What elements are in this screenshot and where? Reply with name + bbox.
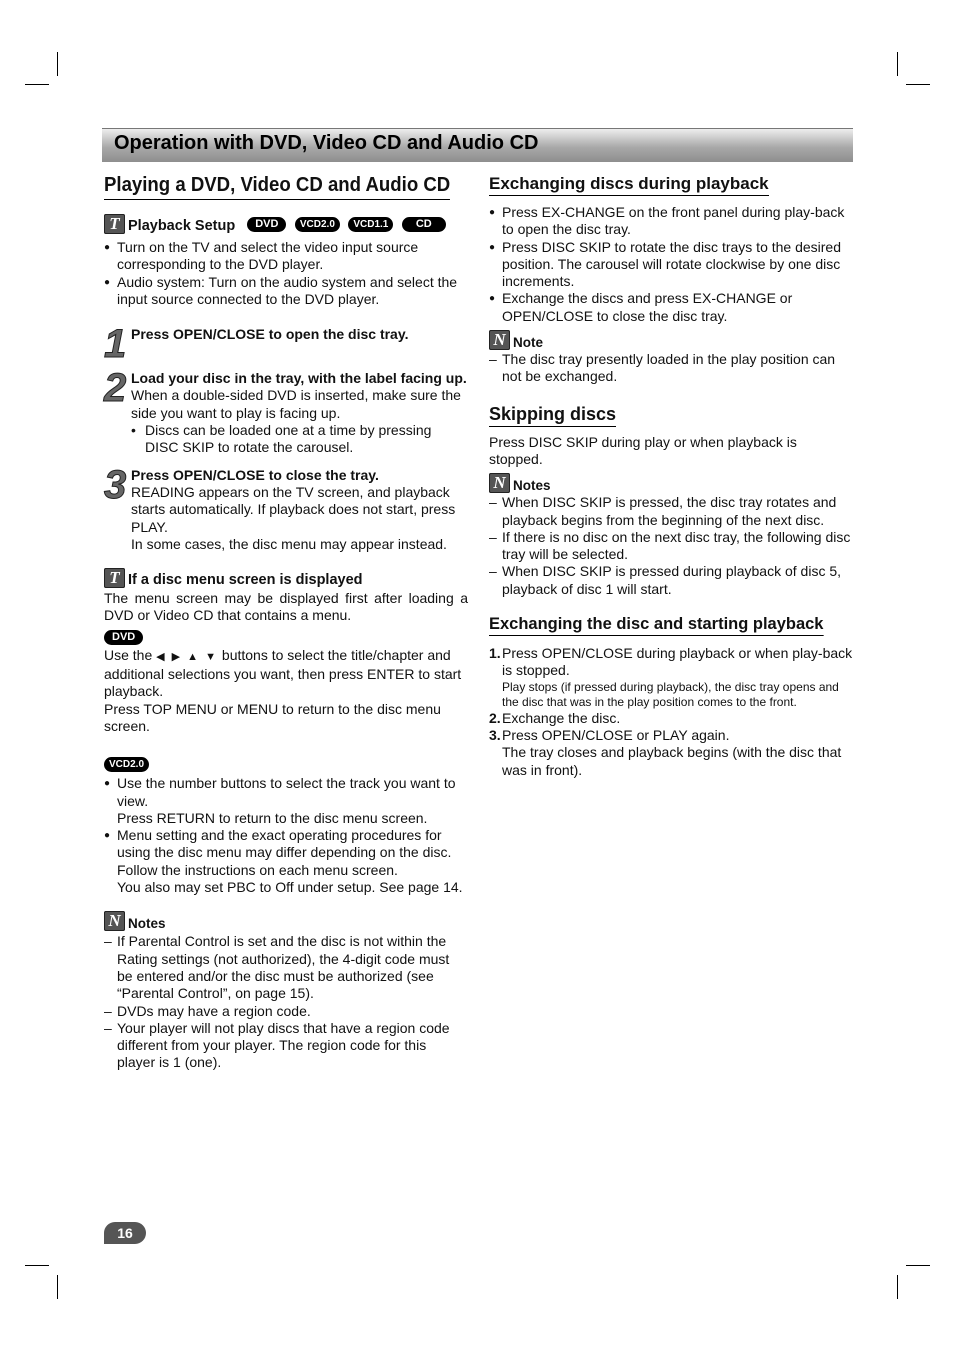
notes-header (104, 911, 468, 931)
note-icon: N (489, 330, 510, 350)
note-icon: N (104, 911, 125, 931)
step-number: 3 (104, 462, 127, 507)
left-column (104, 170, 468, 1072)
crop-mark (57, 1275, 58, 1299)
step-title: Press OPEN/CLOSE to open the disc tray. (131, 326, 409, 343)
note-header (489, 330, 853, 350)
right-column (489, 170, 853, 779)
note-list (489, 351, 853, 386)
tip-icon: T (104, 214, 125, 234)
list-item: ● Press EX-CHANGE on the front panel during play-back to open the disc tray. (489, 204, 853, 239)
dvd-return-instructions: Press TOP MENU or MENU to return to the disc menu screen. (104, 700, 441, 734)
badge-vcd11: VCD1.1 (348, 217, 393, 232)
step-number: 1 (104, 322, 127, 367)
crop-mark (25, 1265, 49, 1266)
skipping-notes-header (489, 473, 853, 493)
step-number: 2 (104, 366, 127, 411)
banner-title: Operation with DVD, Video CD and Audio CD (114, 132, 539, 154)
skipping-notes-list (489, 494, 853, 598)
skipping-text: Press DISC SKIP during play or when playback is stopped. (489, 433, 797, 467)
step-2 (104, 366, 468, 456)
badge-cd: CD (402, 217, 446, 232)
section-banner (102, 128, 853, 162)
exchanging-list (489, 204, 853, 325)
badge-dvd: DVD (104, 630, 143, 645)
list-item: ● Turn on the TV and select the video input source corresponding to the DVD player. (104, 239, 468, 274)
disc-menu-header (104, 568, 468, 588)
vcd-list (104, 775, 468, 896)
section-heading-skipping: Skipping discs (489, 404, 616, 427)
list-item: ● Audio system: Turn on the audio system and select the input source connected to the DVD player. (104, 274, 468, 309)
crop-mark (906, 1265, 930, 1266)
step-body: When a double-sided DVD is inserted, make sure the side you want to play is facing up. (131, 387, 461, 421)
step-body: READING appears on the TV screen, and playback starts automatically. If playback does not start, press PLAY. (131, 483, 456, 535)
section-heading-exchange-start: Exchanging the disc and starting playback (489, 614, 823, 636)
list-item: – If there is no disc on the next disc tray, the following disc tray will be selected. (489, 529, 853, 564)
list-item: ● Exchange the discs and press EX-CHANGE or OPEN/CLOSE to close the disc tray. (489, 290, 853, 325)
tip-icon: T (104, 568, 125, 588)
list-item: – When DISC SKIP is pressed during playback of disc 5, playback of disc 1 will start. (489, 563, 853, 598)
list-item: – When DISC SKIP is pressed, the disc tray rotates and playback begins from the beginning of the next disc. (489, 494, 853, 529)
crop-mark (897, 1275, 898, 1299)
list-item: – The disc tray presently loaded in the play position can not be exchanged. (489, 351, 853, 386)
exchange-start-steps (489, 645, 853, 779)
notes-list (104, 933, 468, 1071)
list-item: – DVDs may have a region code. (104, 1003, 468, 1020)
step-3 (104, 462, 468, 553)
dvd-instructions: Use the ◀ ▶ ▲ ▼ buttons to select the title/chapter and additional selections you want, then press ENTER to start playback. (104, 646, 462, 700)
disc-menu-intro: The menu screen may be displayed first after loading a DVD or Video CD that contains a menu. (104, 590, 468, 624)
page-title: Playing a DVD, Video CD and Audio CD (104, 174, 450, 200)
notes-label: Notes (513, 478, 551, 494)
step-sub-bullet: • Discs can be loaded one at a time by pressing DISC SKIP to rotate the carousel. (131, 422, 468, 457)
disc-menu-label: If a disc menu screen is displayed (128, 572, 363, 589)
setup-list (104, 239, 468, 308)
list-item: 1. Press OPEN/CLOSE during playback or when play-back is stopped. Play stops (if pressed during playback), the disc tray opens and the disc that was in the play position comes to the front. (489, 645, 853, 709)
crop-mark (906, 84, 930, 85)
playback-setup-label: Playback Setup (128, 218, 236, 234)
section-heading-exchanging: Exchanging discs during playback (489, 174, 769, 196)
step-body-extra: In some cases, the disc menu may appear instead. (131, 535, 447, 552)
list-item: ● Press DISC SKIP to rotate the disc trays to the desired position. The carousel will rotate clockwise by one disc increments. (489, 239, 853, 291)
list-item: ● Menu setting and the exact operating procedures for using the disc menu may differ depending on the disc. Follow the instructions on each menu screen. You also may set PBC to Off under setup. See page 14. (104, 827, 468, 896)
playback-setup-header (104, 214, 468, 234)
step-title: Load your disc in the tray, with the label facing up. (131, 370, 467, 387)
list-item: 3. Press OPEN/CLOSE or PLAY again. The tray closes and playback begins (with the disc that was in front). (489, 726, 842, 778)
list-item: ● Use the number buttons to select the track you want to view. Press RETURN to return to the disc menu screen. (104, 775, 468, 827)
list-item: – Your player will not play discs that have a region code different from your player. The region code for this player is 1 (one). (104, 1020, 468, 1072)
crop-mark (897, 52, 898, 76)
list-item: – If Parental Control is set and the disc is not within the Rating settings (not authorized), the 4-digit code must be entered and/or the disc must be authorized (see “Parental Control”, on page 15). (104, 933, 468, 1002)
badge-vcd20: VCD2.0 (295, 217, 340, 232)
badge-dvd: DVD (247, 217, 286, 232)
step-title: Press OPEN/CLOSE to close the tray. (131, 466, 379, 483)
step-1 (104, 322, 468, 367)
page-number: 16 (104, 1222, 146, 1244)
notes-label: Notes (128, 916, 166, 932)
list-item: 2. Exchange the disc. (489, 709, 621, 726)
crop-mark (25, 84, 49, 85)
note-icon: N (489, 473, 510, 493)
arrow-buttons-icon: ◀ ▶ ▲ ▼ (156, 650, 219, 663)
crop-mark (57, 52, 58, 76)
note-label: Note (513, 335, 543, 351)
badge-vcd20: VCD2.0 (104, 757, 149, 772)
